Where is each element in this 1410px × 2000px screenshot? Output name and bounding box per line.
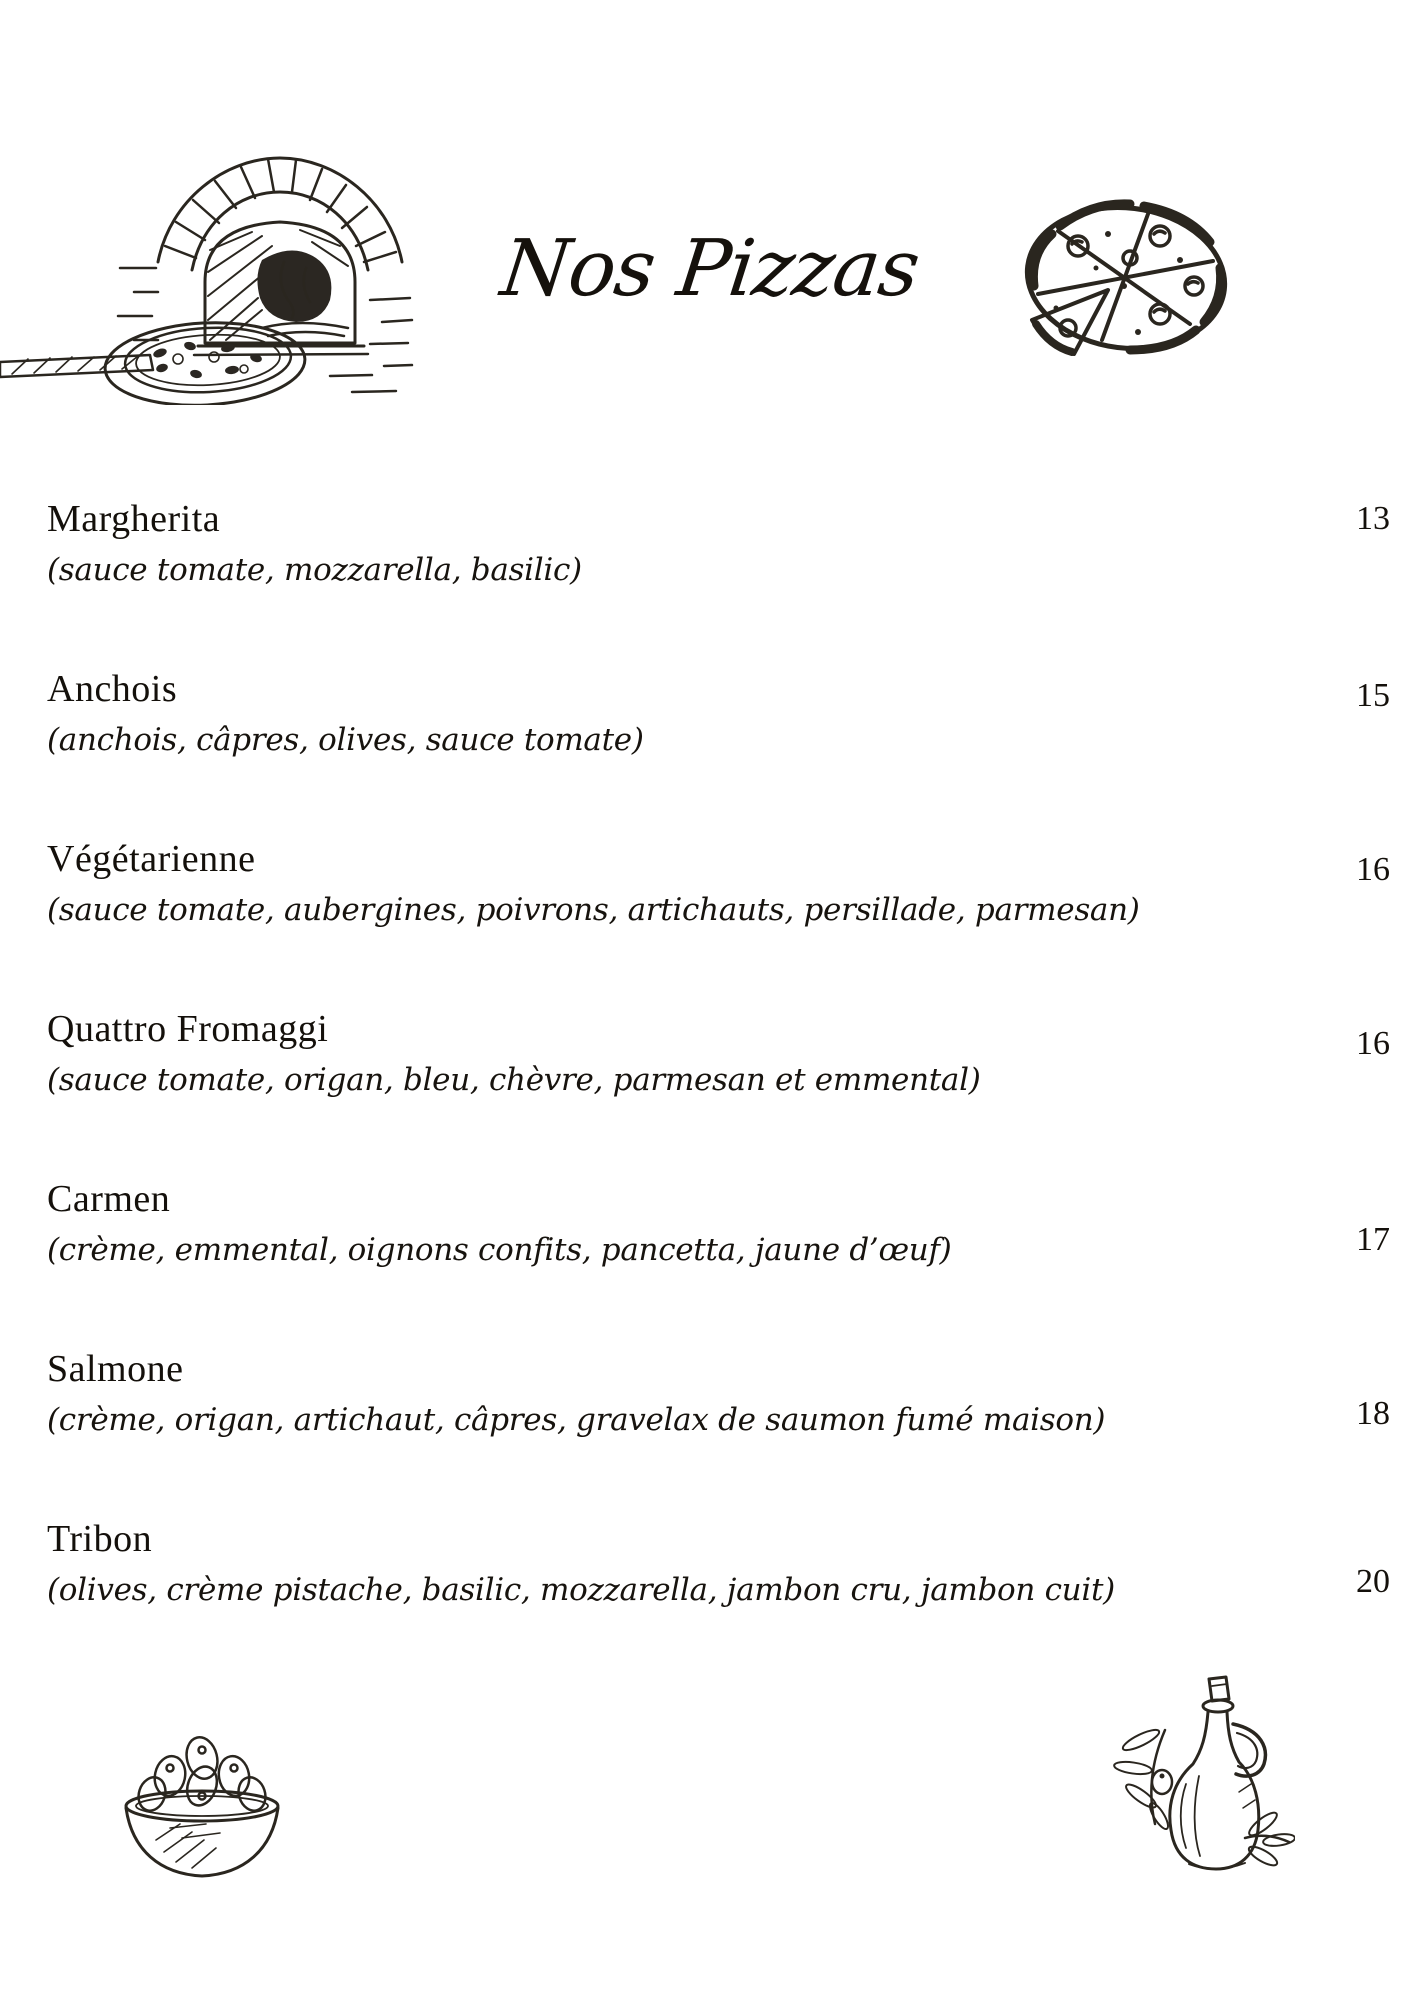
menu-item-price: 15	[1356, 677, 1390, 714]
menu-item-price: 17	[1356, 1221, 1390, 1258]
menu-item-description: (crème, emmental, oignons confits, pancetta, jaune d’œuf)	[47, 1232, 952, 1268]
menu-item-name: Anchois	[47, 668, 178, 710]
menu-item	[47, 1006, 1390, 1176]
menu-item	[47, 1516, 1390, 1686]
pizza-oven-illustration	[0, 150, 415, 405]
menu-item-name: Margherita	[47, 498, 221, 540]
menu-item-description: (olives, crème pistache, basilic, mozzarella, jambon cru, jambon cuit)	[47, 1572, 1115, 1608]
menu-item-price: 13	[1356, 500, 1390, 537]
menu-item-price: 16	[1356, 1025, 1390, 1062]
menu-item	[47, 1346, 1390, 1516]
menu-item-description: (sauce tomate, origan, bleu, chèvre, parmesan et emmental)	[47, 1062, 981, 1098]
menu-item-name: Salmone	[47, 1348, 184, 1390]
menu-item-description: (anchois, câpres, olives, sauce tomate)	[47, 722, 644, 758]
menu-item-name: Quattro Fromaggi	[47, 1008, 329, 1050]
page-title: Nos Pizzas	[496, 224, 924, 314]
menu-item-description: (sauce tomate, mozzarella, basilic)	[47, 552, 582, 588]
menu-item-name: Végétarienne	[47, 838, 256, 880]
menu-item	[47, 496, 1390, 666]
menu-item	[47, 666, 1390, 836]
menu-item-price: 18	[1356, 1395, 1390, 1432]
menu-item-name: Carmen	[47, 1178, 171, 1220]
menu-item-price: 20	[1356, 1563, 1390, 1600]
menu-item-name: Tribon	[47, 1518, 153, 1560]
menu-item-description: (crème, origan, artichaut, câpres, gravelax de saumon fumé maison)	[47, 1402, 1106, 1438]
menu-item	[47, 1176, 1390, 1346]
menu-item-description: (sauce tomate, aubergines, poivrons, artichauts, persillade, parmesan)	[47, 892, 1140, 928]
sliced-pizza-illustration	[1012, 190, 1247, 368]
olive-bowl-illustration	[110, 1732, 295, 1882]
menu-item	[47, 836, 1390, 1006]
menu-item-price: 16	[1356, 851, 1390, 888]
menu-list	[47, 496, 1390, 1686]
olive-oil-cruet-illustration	[1065, 1672, 1295, 1877]
